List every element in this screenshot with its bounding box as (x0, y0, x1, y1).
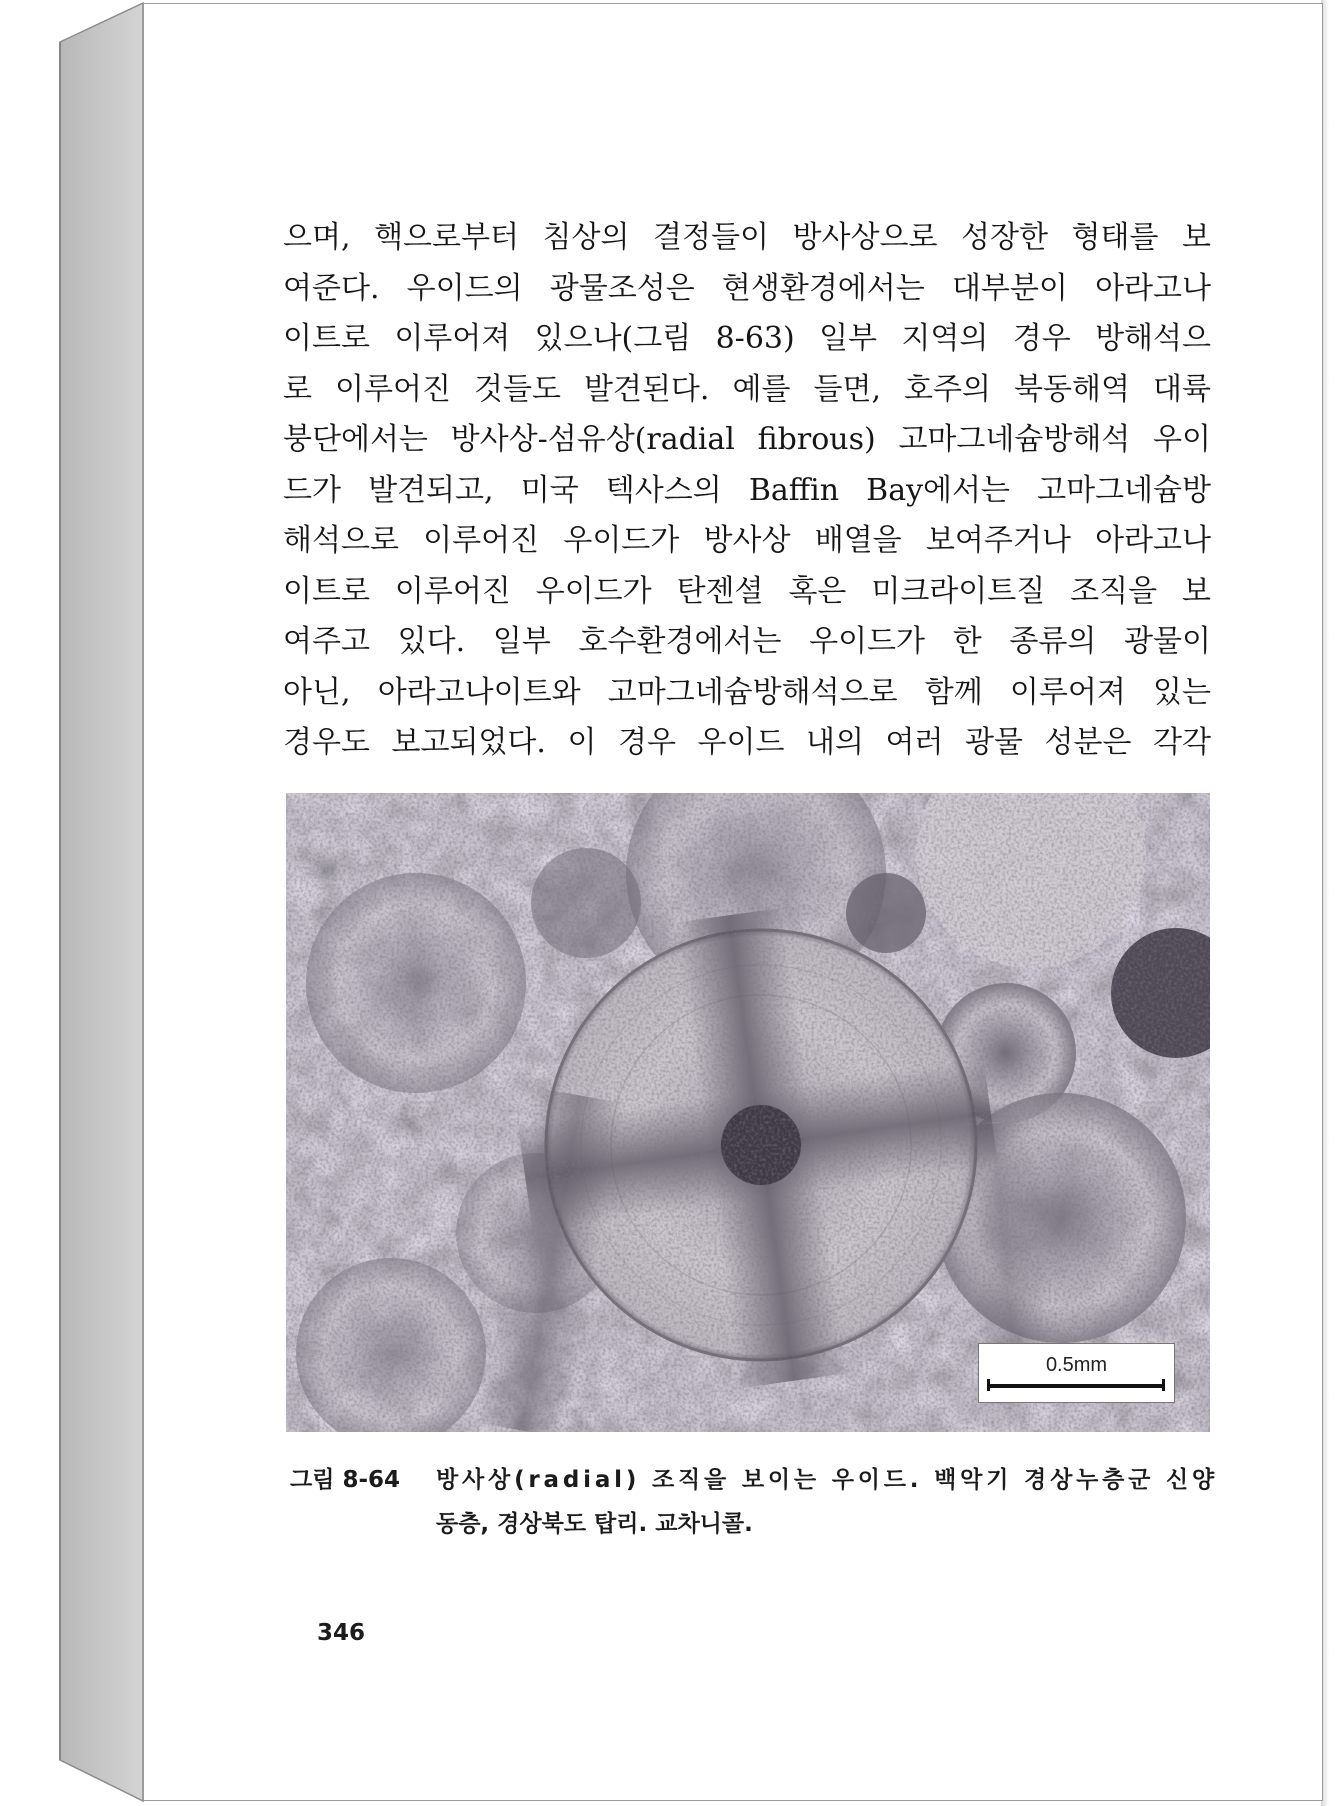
body-line: 이트로 이루어진 우이드가 탄젠셜 혹은 미크라이트질 조직을 보 (283, 573, 1211, 609)
body-line: 아닌, 아라고나이트와 고마그네슘방해석으로 함께 이루어져 있는 (283, 674, 1211, 710)
scale-label: 0.5mm (1045, 1354, 1108, 1376)
caption-line: 동층, 경상북도 탑리. 교차니콜. (436, 1511, 753, 1537)
caption-line: 방사상(radial) 조직을 보이는 우이드. 백악기 경상누층군 신양 (436, 1467, 1219, 1493)
body-line: 여준다. 우이드의 광물조성은 현생환경에서는 대부분이 아라고나 (283, 270, 1211, 306)
body-line: 으며, 핵으로부터 침상의 결정들이 방사상으로 성장한 형태를 보 (283, 220, 1211, 255)
ooid-micrograph (286, 793, 1210, 1432)
caption-text (436, 1458, 1219, 1546)
body-line: 드가 발견되고, 미국 텍사스의 Baffin Bay에서는 고마그네슘방 (283, 472, 1211, 508)
caption-label: 그림 8-64 (290, 1467, 400, 1493)
scale-bar (987, 1384, 1165, 1388)
body-line: 해석으로 이루어진 우이드가 방사상 배열을 보여주거나 아라고나 (283, 523, 1211, 558)
body-text (283, 213, 1211, 769)
body-line: 이트로 이루어져 있으나(그림 8-63) 일부 지역의 경우 방해석으 (283, 321, 1211, 356)
micrograph-figure (286, 793, 1210, 1432)
body-line: 로 이루어진 것들도 발견된다. 예를 들면, 호주의 북동해역 대륙 (283, 371, 1211, 407)
page-number: 346 (317, 1620, 366, 1646)
body-line: 여주고 있다. 일부 호수환경에서는 우이드가 한 종류의 광물이 (283, 624, 1211, 659)
scale-bar-box (978, 1343, 1175, 1403)
body-line: 붕단에서는 방사상-섬유상(radial fibrous) 고마그네슘방해석 우이 (283, 422, 1211, 457)
body-line: 경우도 보고되었다. 이 경우 우이드 내의 여러 광물 성분은 각각 (283, 725, 1211, 760)
